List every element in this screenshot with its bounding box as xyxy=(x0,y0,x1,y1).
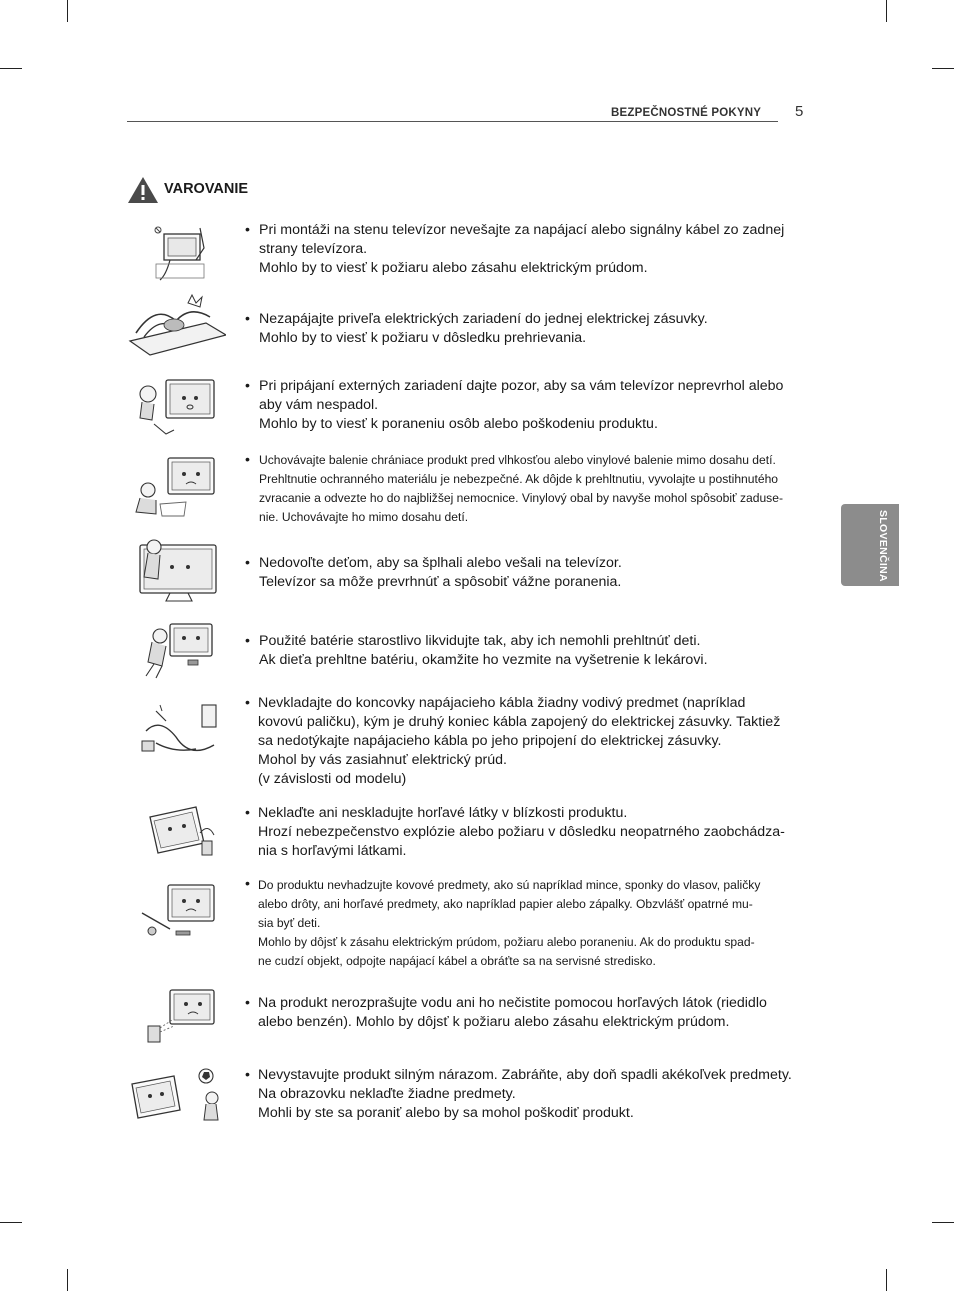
crop-mark xyxy=(67,1269,68,1291)
text-line: Nevkladajte do koncovky napájacieho kábla žiadny vodivý predmet (napríklad xyxy=(258,695,746,711)
text-line: Pri montáži na stenu televízor nevešajte za napájací alebo signálny kábel zo zadnej xyxy=(259,222,785,238)
child-packaging-bag-illustration xyxy=(126,450,226,520)
page-number: 5 xyxy=(795,103,804,120)
text-line: nia s horľavými látkami. xyxy=(258,843,407,859)
text-line: alebo benzén). Mohlo by dôjsť k požiaru alebo zásahu elektrickým prúdom. xyxy=(258,1014,730,1030)
warning-text xyxy=(259,221,795,278)
crop-mark xyxy=(932,1222,954,1223)
text-line: Televízor sa môže prevrhnúť a spôsobiť vážne poranenia. xyxy=(259,574,622,590)
bullet: • xyxy=(245,1067,250,1083)
text-line: Prehltnutie ochranného materiálu je nebezpečné. Ak dôjde k prehltnutiu, vyvolajte u postihnutého xyxy=(259,472,779,486)
bullet: • xyxy=(245,876,250,892)
bullet: • xyxy=(245,805,250,821)
text-line: Mohol by vás zasiahnuť elektrický prúd. xyxy=(258,752,507,768)
crop-mark xyxy=(886,0,887,22)
warning-text xyxy=(258,994,794,1032)
flammable-liquid-near-tv-illustration xyxy=(126,803,226,873)
text-line: (v závislosti od modelu) xyxy=(258,771,407,787)
bullet: • xyxy=(245,555,250,571)
text-line: Ak dieťa prehltne batériu, okamžite ho vezmite na vyšetrenie k lekárovi. xyxy=(259,652,708,668)
text-line: Hrozí nebezpečenstvo explózie alebo požiaru v dôsledku neopatrného zaobchádza- xyxy=(258,824,785,840)
power-cable-plug-illustration xyxy=(126,697,226,767)
text-line: ne cudzí objekt, odpojte napájací kábel a obráťte sa na servisné stredisko. xyxy=(258,954,656,968)
text-line: sa nedotýkajte napájacieho kábla po jeho pripojení do elektrickej zásuvky. xyxy=(258,733,722,749)
warning-triangle-icon xyxy=(127,176,159,204)
warning-text xyxy=(258,694,794,789)
warning-text xyxy=(258,804,794,861)
text-line: Mohlo by to viesť k poraneniu osôb alebo poškodeniu produktu. xyxy=(259,416,658,432)
text-line: Mohlo by to viesť k požiaru alebo zásahu elektrickým prúdom. xyxy=(259,260,648,276)
bullet: • xyxy=(245,222,250,238)
crop-mark xyxy=(67,0,68,22)
text-line: Mohlo by dôjsť k zásahu elektrickým prúdom, požiaru alebo poraneniu. Ak do produktu spad- xyxy=(258,935,755,949)
header-title: BEZPEČNOSTNÉ POKYNY xyxy=(611,107,762,119)
bullet: • xyxy=(245,378,250,394)
child-swallowing-battery-illustration xyxy=(126,618,226,688)
child-climbing-tv-illustration xyxy=(126,537,226,607)
crop-mark xyxy=(0,1222,22,1223)
text-line: Nevystavujte produkt silným nárazom. Zabráňte, aby doň spadli akékoľvek predmety. xyxy=(258,1067,792,1083)
text-line: Na produkt nerozprašujte vodu ani ho nečistite pomocou horľavých látok (riedidlo xyxy=(258,995,767,1011)
bullet: • xyxy=(245,311,250,327)
bullet: • xyxy=(245,633,250,649)
tv-wall-mount-cable-illustration xyxy=(126,220,226,290)
text-line: kovovú paličku), kým je druhý koniec kábla zapojený do elektrickej zásuvky. Taktiež xyxy=(258,714,781,730)
crop-mark xyxy=(932,68,954,69)
side-tab-label: SLOVENČINA xyxy=(877,510,889,582)
warning-text xyxy=(259,451,795,527)
text-line: Nezapájajte priveľa elektrických zariadení do jednej elektrickej zásuvky. xyxy=(259,311,708,327)
language-side-tab xyxy=(841,504,899,586)
tv-tipping-over-child-illustration xyxy=(126,374,226,444)
text-line: strany televízora. xyxy=(259,241,368,257)
text-line: Použité batérie starostlivo likvidujte tak, aby ich nemohli prehltnúť deti. xyxy=(259,633,701,649)
text-line: Na obrazovku neklaďte žiadne predmety. xyxy=(258,1086,516,1102)
objects-inserted-into-tv-illustration xyxy=(126,879,226,949)
warning-text xyxy=(258,876,794,971)
warning-text xyxy=(259,310,795,348)
crop-mark xyxy=(0,68,22,69)
text-line: alebo drôty, ani horľavé predmety, ako napríklad papier alebo zápalky. Obzvlášť opatrné mu- xyxy=(258,897,753,911)
text-line: sia byť deti. xyxy=(258,916,321,930)
header-divider xyxy=(127,121,778,122)
text-line: zvracanie a odvezte ho do najbližšej nemocnice. Vinylový obal by navyše mohol spôsobiť zaduse- xyxy=(259,491,783,505)
text-line: Mohlo by to viesť k požiaru v dôsledku prehrievania. xyxy=(259,330,587,346)
text-line: Neklaďte ani neskladujte horľavé látky v blízkosti produktu. xyxy=(258,805,628,821)
water-spray-on-tv-illustration xyxy=(126,986,226,1056)
warning-text xyxy=(259,554,795,592)
text-line: Uchovávajte balenie chrániace produkt pred vlhkosťou alebo vinylové balenie mimo dosahu detí. xyxy=(259,453,776,467)
text-line: nie. Uchovávajte ho mimo dosahu detí. xyxy=(259,510,469,524)
warning-text xyxy=(258,1066,794,1123)
bullet: • xyxy=(245,695,250,711)
text-line: Pri pripájaní externých zariadení dajte pozor, aby sa vám televízor neprevrhol alebo xyxy=(259,378,784,394)
text-line: Nedovoľte deťom, aby sa šplhali alebo vešali na televízor. xyxy=(259,555,622,571)
bullet: • xyxy=(245,452,250,468)
overloaded-power-strip-illustration xyxy=(126,293,226,363)
text-line: Do produktu nevhadzujte kovové predmety, ako sú napríklad mince, sponky do vlasov, paličky xyxy=(258,878,761,892)
text-line: Mohli by ste sa poraniť alebo by sa mohol poškodiť produkt. xyxy=(258,1105,634,1121)
ball-hitting-tv-illustration xyxy=(126,1064,226,1134)
warning-text xyxy=(259,632,795,670)
crop-mark xyxy=(886,1269,887,1291)
text-line: aby vám nespadol. xyxy=(259,397,379,413)
warning-text xyxy=(259,377,795,434)
bullet: • xyxy=(245,995,250,1011)
section-title: VAROVANIE xyxy=(164,181,249,197)
